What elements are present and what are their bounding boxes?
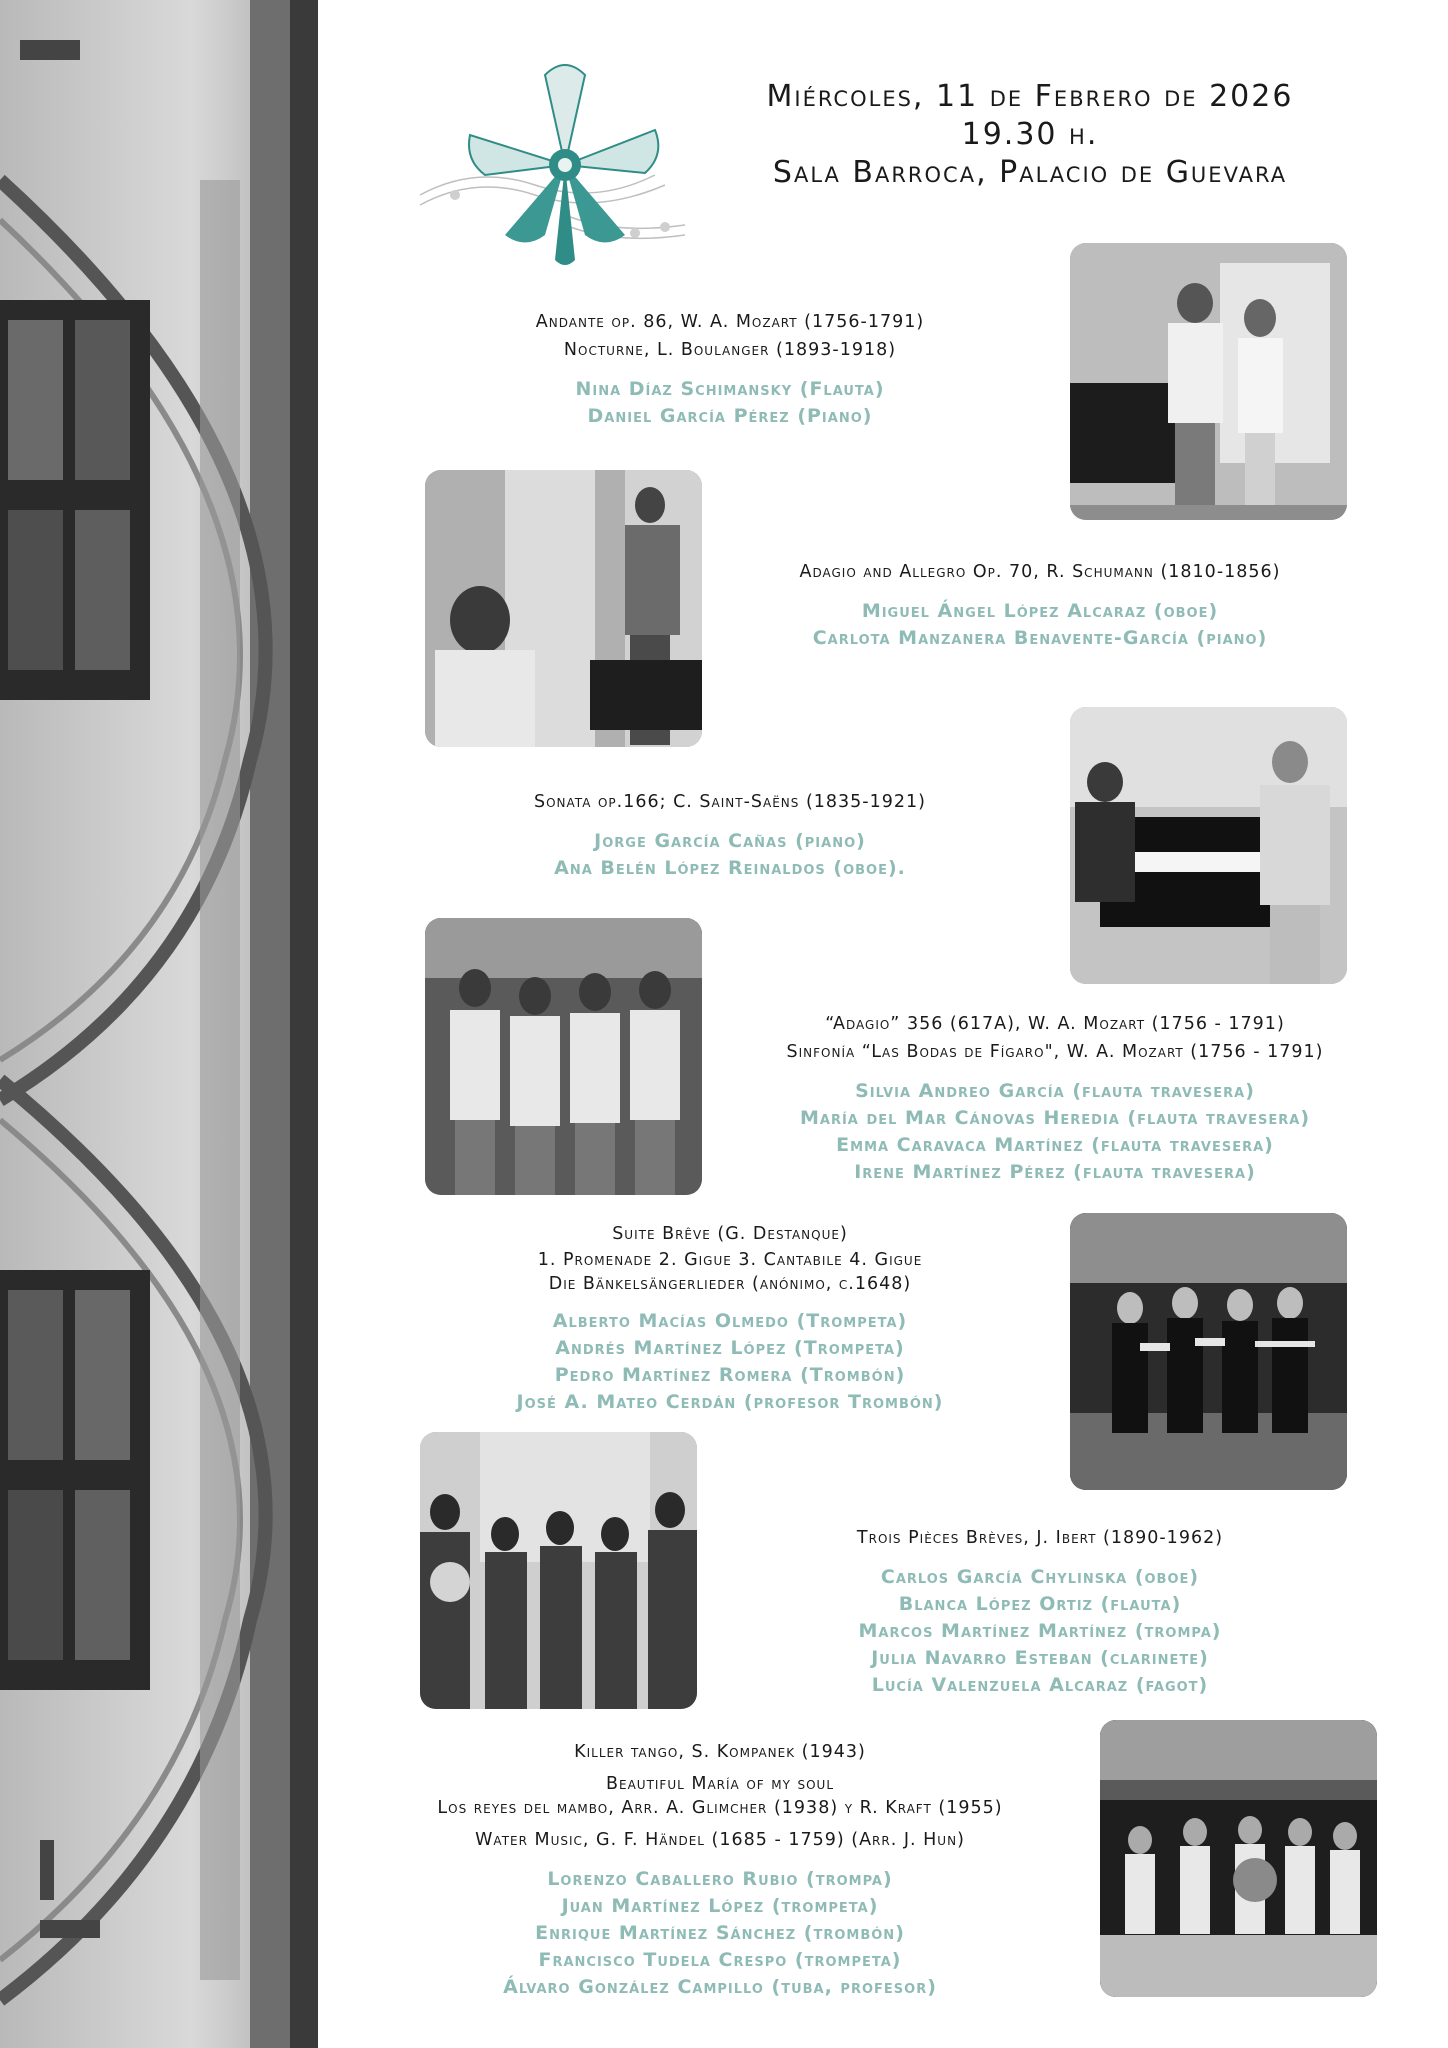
performer-name: María del Mar Cánovas Heredia (flauta travesera) xyxy=(799,1107,1311,1129)
performer-name: Irene Martínez Pérez (flauta travesera) xyxy=(854,1161,1256,1183)
performer-name: Alberto Macías Olmedo (Trompeta) xyxy=(552,1310,908,1332)
program-item-2 xyxy=(720,558,1360,652)
piece-title: Nocturne, L. Boulanger (1893-1918) xyxy=(563,340,897,360)
performer-name: Pedro Martínez Romera (Trombón) xyxy=(554,1364,906,1386)
program-item-5 xyxy=(415,1220,1045,1416)
piece-title: Adagio and Allegro Op. 70, R. Schumann (1810-1856) xyxy=(799,562,1281,582)
program-item-6 xyxy=(720,1524,1360,1699)
piece-title: 1. Promenade 2. Gigue 3. Cantabile 4. Gigue xyxy=(537,1250,923,1270)
photo-flute-quartet xyxy=(425,918,702,1195)
photo-piano-oboe-duo xyxy=(1070,707,1347,984)
performer-name: Carlota Manzanera Benavente-García (piano) xyxy=(812,627,1268,649)
performer-name: Emma Caravaca Martínez (flauta travesera) xyxy=(836,1134,1274,1156)
performer-name: Álvaro González Campillo (tuba, profesor) xyxy=(503,1976,937,1998)
photo-brass-quintet xyxy=(1100,1720,1377,1997)
program-item-1 xyxy=(415,308,1045,430)
performer-name: Miguel Ángel López Alcaraz (oboe) xyxy=(861,600,1219,622)
performer-name: José A. Mateo Cerdán (profesor Trombón) xyxy=(516,1391,944,1413)
piece-title: Sonata op.166; C. Saint-Saëns (1835-1921) xyxy=(533,792,926,812)
performer-name: Marcos Martínez Martínez (trompa) xyxy=(858,1620,1222,1642)
performer-name: Silvia Andreo García (flauta travesera) xyxy=(855,1080,1255,1102)
performer-name: Enrique Martínez Sánchez (trombón) xyxy=(535,1922,905,1944)
performer-name: Nina Díaz Schimansky (Flauta) xyxy=(575,378,885,400)
event-time: 19.30 h. xyxy=(961,117,1099,152)
program-item-4 xyxy=(715,1010,1395,1186)
photo-flute-piano-duo xyxy=(1070,243,1347,520)
performer-name: Julia Navarro Esteban (clarinete) xyxy=(871,1647,1209,1669)
event-date: Miércoles, 11 de Febrero de 2026 xyxy=(766,79,1294,114)
event-header xyxy=(690,78,1370,192)
piece-title: Killer tango, S. Kompanek (1943) xyxy=(574,1742,866,1762)
performer-name: Lorenzo Caballero Rubio (trompa) xyxy=(547,1868,893,1890)
piece-title: Los reyes del mambo, Arr. A. Glimcher (1938) y R. Kraft (1955) xyxy=(437,1798,1003,1818)
piece-title: Sinfonía “Las Bodas de Fígaro", W. A. Mozart (1756 - 1791) xyxy=(786,1042,1324,1062)
program-item-7 xyxy=(355,1738,1085,2001)
event-venue: Sala Barroca, Palacio de Guevara xyxy=(772,155,1288,190)
performer-name: Lucía Valenzuela Alcaraz (fagot) xyxy=(871,1674,1209,1696)
performer-name: Carlos García Chylinska (oboe) xyxy=(880,1566,1200,1588)
piece-title: “Adagio” 356 (617A), W. A. Mozart (1756 - 1791) xyxy=(825,1014,1285,1034)
performer-name: Andrés Martínez López (Trompeta) xyxy=(555,1337,905,1359)
lily-flower-logo xyxy=(415,45,700,275)
piece-title: Water Music, G. F. Händel (1685 - 1759) (Arr. J. Hun) xyxy=(475,1830,965,1850)
program-item-3 xyxy=(415,788,1045,882)
performer-name: Jorge García Cañas (piano) xyxy=(594,830,866,852)
photo-oboe-piano-duo xyxy=(425,470,702,747)
piece-title: Die Bänkelsängerlieder (anónimo, c.1648) xyxy=(548,1274,912,1294)
performer-name: Ana Belén López Reinaldos (oboe). xyxy=(554,857,906,879)
photo-brass-quartet xyxy=(1070,1213,1347,1490)
architecture-photo xyxy=(0,0,318,2048)
performer-name: Blanca López Ortiz (flauta) xyxy=(898,1593,1182,1615)
performer-name: Francisco Tudela Crespo (trompeta) xyxy=(538,1949,902,1971)
piece-title: Andante op. 86, W. A. Mozart (1756-1791) xyxy=(535,312,925,332)
performer-name: Juan Martínez López (trompeta) xyxy=(561,1895,879,1917)
piece-title: Beautiful María of my soul xyxy=(605,1774,835,1794)
performer-name: Daniel García Pérez (Piano) xyxy=(587,405,873,427)
piece-title: Suite Brêve (G. Destanque) xyxy=(612,1224,848,1244)
photo-wind-quintet xyxy=(420,1432,697,1709)
piece-title: Trois Pièces Brèves, J. Ibert (1890-1962) xyxy=(856,1528,1224,1548)
